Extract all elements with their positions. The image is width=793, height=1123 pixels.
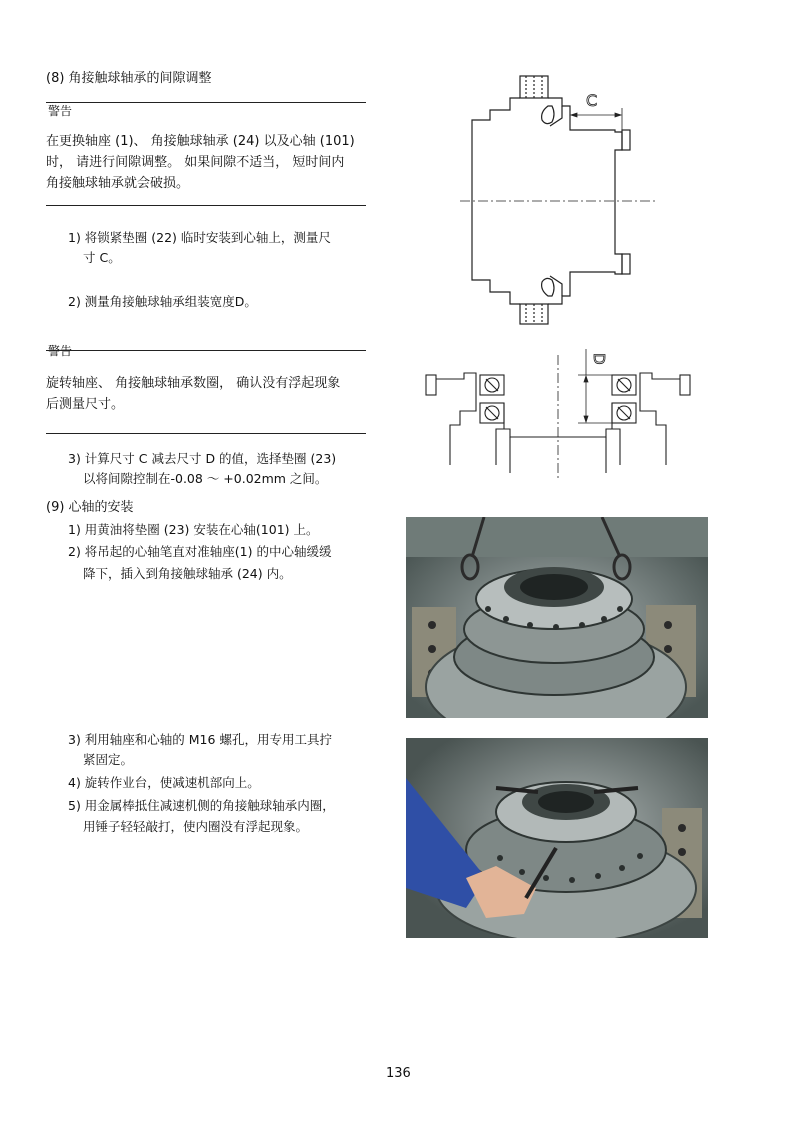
warning-1-bottom-rule <box>46 205 366 206</box>
warning-1-line-1: 在更换轴座 (1)、 角接触球轴承 (24) 以及心轴 (101) <box>46 134 355 149</box>
step-9-4: 4) 旋转作业台，使减速机部向上。 <box>68 775 260 790</box>
step-9-5-line-2: 用锤子轻轻敲打，使内圈没有浮起现象。 <box>83 819 309 834</box>
photo-tightening-fixture <box>406 738 708 938</box>
step-9-3-line-2: 紧固定。 <box>83 752 134 767</box>
step-9-2-line-1: 2) 将吊起的心轴笔直对准轴座(1) 的中心轴缓缓 <box>68 544 332 559</box>
dimension-d-label: D <box>590 353 608 365</box>
step-9-1: 1) 用黄油将垫圈 (23) 安装在心轴(101) 上。 <box>68 522 319 537</box>
step-9-3-line-1: 3) 利用轴座和心轴的 M16 螺孔，用专用工具拧 <box>68 732 332 747</box>
warning-1-line-2: 时， 请进行间隙调整。 如果间隙不适当， 短时间内 <box>46 155 345 170</box>
step-8-2: 2) 测量角接触球轴承组装宽度D。 <box>68 294 257 309</box>
housing-section-diagram <box>450 70 670 332</box>
step-8-1-line-1: 1) 将锁紧垫圈 (22) 临时安装到心轴上，测量尺 <box>68 230 331 245</box>
bearing-assembly-diagram <box>420 345 695 485</box>
step-9-2-line-2: 降下，插入到角接触球轴承 (24) 内。 <box>83 566 292 581</box>
warning-1-top-rule <box>46 102 366 103</box>
warning-2-line-1: 旋转轴座、 角接触球轴承数圈， 确认没有浮起现象 <box>46 376 341 391</box>
photo-spindle-lowering <box>406 517 708 718</box>
warning-2-label: 警告 <box>48 344 73 358</box>
page-number: 136 <box>386 1066 411 1081</box>
step-8-3-line-1: 3) 计算尺寸 C 减去尺寸 D 的值，选择垫圈 (23) <box>68 451 337 466</box>
dimension-c-label: C <box>586 91 598 110</box>
step-8-1-line-2: 寸 C。 <box>83 250 121 265</box>
step-9-5-line-1: 5) 用金属棒抵住减速机侧的角接触球轴承内圈， <box>68 798 335 813</box>
step-8-3-line-2: 以将间隙控制在-0.08 ～ +0.02mm 之间。 <box>83 471 328 486</box>
section-8-title: (8) 角接触球轴承的间隙调整 <box>46 71 212 86</box>
warning-2-bottom-rule <box>46 433 366 434</box>
warning-1-line-3: 角接触球轴承就会破损。 <box>46 176 190 191</box>
section-9-title: (9) 心轴的安装 <box>46 500 134 515</box>
warning-1-label: 警告 <box>48 104 73 118</box>
warning-2-top-rule <box>46 350 366 351</box>
warning-2-line-2: 后测量尺寸。 <box>46 397 125 412</box>
